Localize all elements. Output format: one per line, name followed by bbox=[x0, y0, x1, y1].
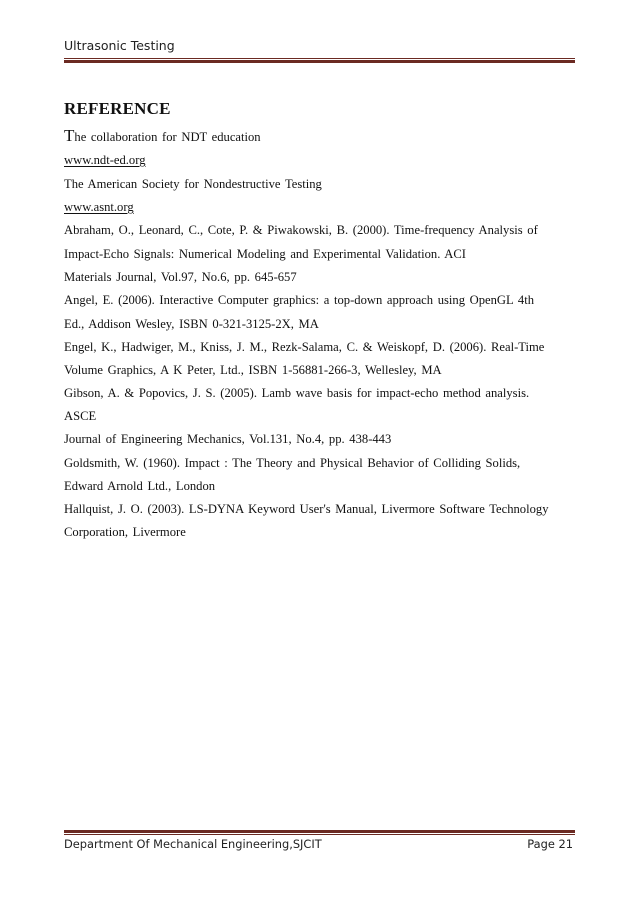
reference-line: Ed., Addison Wesley, ISBN 0-321-3125-2X, MA bbox=[64, 317, 319, 331]
reference-line: ASCE bbox=[64, 409, 97, 423]
reference-line: Materials Journal, Vol.97, No.6, pp. 645-657 bbox=[64, 270, 297, 284]
reference-line-intro bbox=[64, 126, 261, 146]
reference-line: The American Society for Nondestructive Testing bbox=[64, 177, 322, 191]
footer-rule-thin bbox=[64, 834, 575, 835]
footer-page-number: Page 21 bbox=[527, 837, 573, 851]
reference-line: Angel, E. (2006). Interactive Computer graphics: a top-down approach using OpenGL 4th bbox=[64, 293, 534, 307]
reference-link-asnt[interactable]: www.asnt.org bbox=[64, 200, 134, 214]
header-rule-thin bbox=[64, 58, 575, 59]
reference-line: Volume Graphics, A K Peter, Ltd., ISBN 1-56881-266-3, Wellesley, MA bbox=[64, 363, 442, 377]
reference-line: Hallquist, J. O. (2003). LS-DYNA Keyword User's Manual, Livermore Software Technology bbox=[64, 502, 549, 516]
intro-drop-letter: T bbox=[64, 126, 75, 145]
reference-line: Abraham, O., Leonard, C., Cote, P. & Piwakowski, B. (2000). Time-frequency Analysis of bbox=[64, 223, 538, 237]
footer-rule-thick bbox=[64, 830, 575, 833]
reference-line: Corporation, Livermore bbox=[64, 525, 186, 539]
reference-heading: REFERENCE bbox=[64, 99, 171, 118]
reference-line: Journal of Engineering Mechanics, Vol.131, No.4, pp. 438-443 bbox=[64, 432, 392, 446]
reference-line: Engel, K., Hadwiger, M., Kniss, J. M., Rezk-Salama, C. & Weiskopf, D. (2006). Real-Time bbox=[64, 340, 545, 354]
running-header-title: Ultrasonic Testing bbox=[64, 38, 175, 53]
reference-line: Goldsmith, W. (1960). Impact : The Theory and Physical Behavior of Colliding Solids, bbox=[64, 456, 521, 470]
reference-line: Edward Arnold Ltd., London bbox=[64, 479, 216, 493]
footer-department: Department Of Mechanical Engineering,SJCIT bbox=[64, 837, 322, 851]
reference-line: Gibson, A. & Popovics, J. S. (2005). Lamb wave basis for impact-echo method analysis. bbox=[64, 386, 530, 400]
header-rule-thick bbox=[64, 60, 575, 63]
intro-text: he collaboration for NDT education bbox=[74, 130, 261, 144]
reference-line: Impact-Echo Signals: Numerical Modeling and Experimental Validation. ACI bbox=[64, 247, 466, 261]
reference-link-ndt-ed[interactable]: www.ndt-ed.org bbox=[64, 153, 146, 167]
